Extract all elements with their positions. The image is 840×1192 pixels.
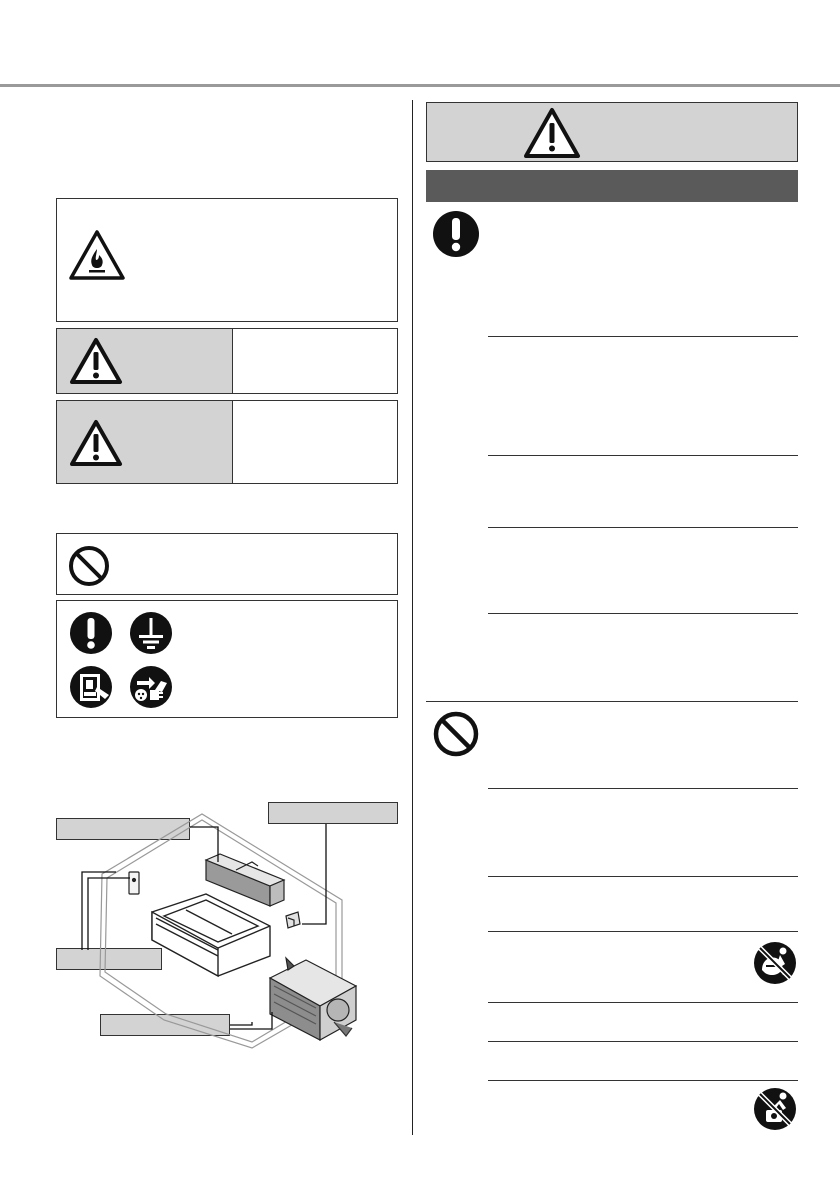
item-separator: [488, 1080, 798, 1081]
remote-control: [129, 872, 139, 894]
no-touching-icon: [752, 1086, 798, 1132]
item-separator: [488, 788, 798, 789]
prohibited-symbol-box: [56, 533, 398, 595]
warning-triangle-icon: [523, 107, 581, 159]
warning-triangle-icon: [69, 337, 123, 385]
warning-header: [426, 102, 798, 162]
section-separator: [426, 701, 798, 702]
column-divider: [412, 100, 413, 1135]
installation-diagram: [56, 800, 402, 1060]
item-separator: [488, 1041, 798, 1042]
caution-panel: [56, 400, 398, 484]
mandatory-action-icon: [69, 611, 113, 655]
item-separator: [488, 876, 798, 877]
flammable-notice-box: [56, 198, 398, 322]
item-separator: [488, 1002, 798, 1003]
item-separator: [488, 527, 798, 528]
drain-hose-fitting: [286, 912, 300, 928]
earth-ground-icon: [129, 611, 173, 655]
mandatory-action-icon: [432, 210, 480, 258]
power-off-switch-icon: [69, 665, 113, 709]
no-climbing-icon: [752, 940, 798, 986]
sofa: [152, 894, 270, 976]
warning-panel: [56, 328, 398, 394]
outdoor-unit: [270, 958, 356, 1040]
header-rule: [0, 84, 840, 87]
item-separator: [488, 455, 798, 456]
unplug-icon: [129, 665, 173, 709]
warning-triangle-icon: [69, 419, 123, 467]
prohibition-icon: [67, 544, 111, 588]
item-separator: [488, 613, 798, 614]
item-separator: [488, 931, 798, 932]
mandatory-symbols-box: [56, 600, 398, 718]
item-separator: [488, 336, 798, 337]
flammable-warning-icon: [68, 229, 126, 281]
prohibition-icon: [432, 710, 480, 758]
section-header-bar: [426, 170, 798, 202]
